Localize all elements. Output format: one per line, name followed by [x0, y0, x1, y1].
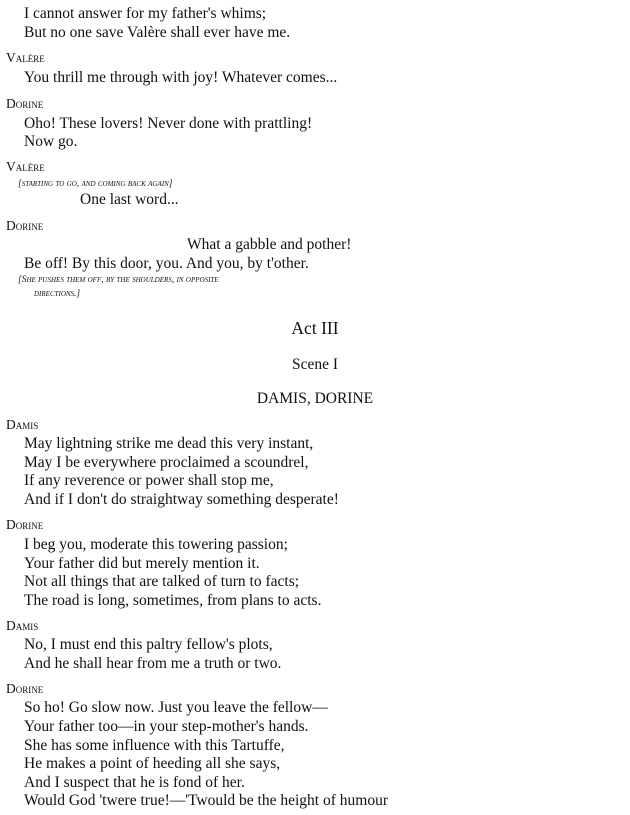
stage-direction: [starting to go, and coming back again]	[18, 179, 173, 189]
stage-direction: [She pushes them off, by the shoulders, in opposite	[18, 275, 219, 285]
speaker-dorine: Dorine	[6, 96, 44, 111]
verse-line: What a gabble and pother!	[187, 236, 352, 253]
verse-line: I cannot answer for my father's whims;	[24, 5, 267, 22]
speaker-dorine: Dorine	[6, 517, 44, 532]
act-heading: Act III	[291, 318, 339, 338]
verse-line: Now go.	[24, 133, 78, 150]
verse-line: Your father too—in your step-mother's hands.	[24, 718, 309, 735]
verse-line: Would God 'twere true!—'Twould be the height of humour	[24, 792, 388, 809]
verse-line: And if I don't do straightway something desperate!	[24, 491, 339, 508]
verse-line: She has some influence with this Tartuffe,	[24, 737, 285, 754]
scene-heading: Scene I	[291, 356, 339, 373]
verse-line: If any reverence or power shall stop me,	[24, 472, 274, 489]
stage-direction: directions.]	[34, 289, 81, 299]
verse-line: Be off! By this door, you. And you, by t'other.	[24, 255, 309, 272]
verse-line: And I suspect that he is fond of her.	[24, 774, 245, 791]
speaker-valere: Valère	[6, 50, 45, 65]
verse-line: Not all things that are talked of turn to facts;	[24, 573, 300, 590]
scene-characters: DAMIS, DORINE	[256, 390, 374, 407]
verse-line: Your father did but merely mention it.	[24, 555, 260, 572]
speaker-dorine: Dorine	[6, 218, 44, 233]
verse-line: So ho! Go slow now. Just you leave the fellow—	[24, 699, 328, 716]
speaker-valere: Valère	[6, 159, 45, 174]
verse-line: The road is long, sometimes, from plans to acts.	[24, 592, 322, 609]
verse-line: May lightning strike me dead this very instant,	[24, 435, 314, 452]
speaker-dorine: Dorine	[6, 681, 44, 696]
speaker-damis: Damis	[6, 417, 39, 432]
verse-line: But no one save Valère shall ever have me.	[24, 24, 291, 41]
verse-line: And he shall hear from me a truth or two.	[24, 655, 282, 672]
verse-line: Oho! These lovers! Never done with prattling!	[24, 115, 313, 132]
verse-line: May I be everywhere proclaimed a scoundrel,	[24, 454, 309, 471]
verse-line: No, I must end this paltry fellow's plots,	[24, 636, 273, 653]
verse-line: You thrill me through with joy! Whatever comes...	[24, 69, 338, 86]
speaker-damis: Damis	[6, 618, 39, 633]
verse-line: One last word...	[80, 191, 179, 208]
verse-line: I beg you, moderate this towering passion;	[24, 536, 288, 553]
verse-line: He makes a point of heeding all she says,	[24, 755, 281, 772]
